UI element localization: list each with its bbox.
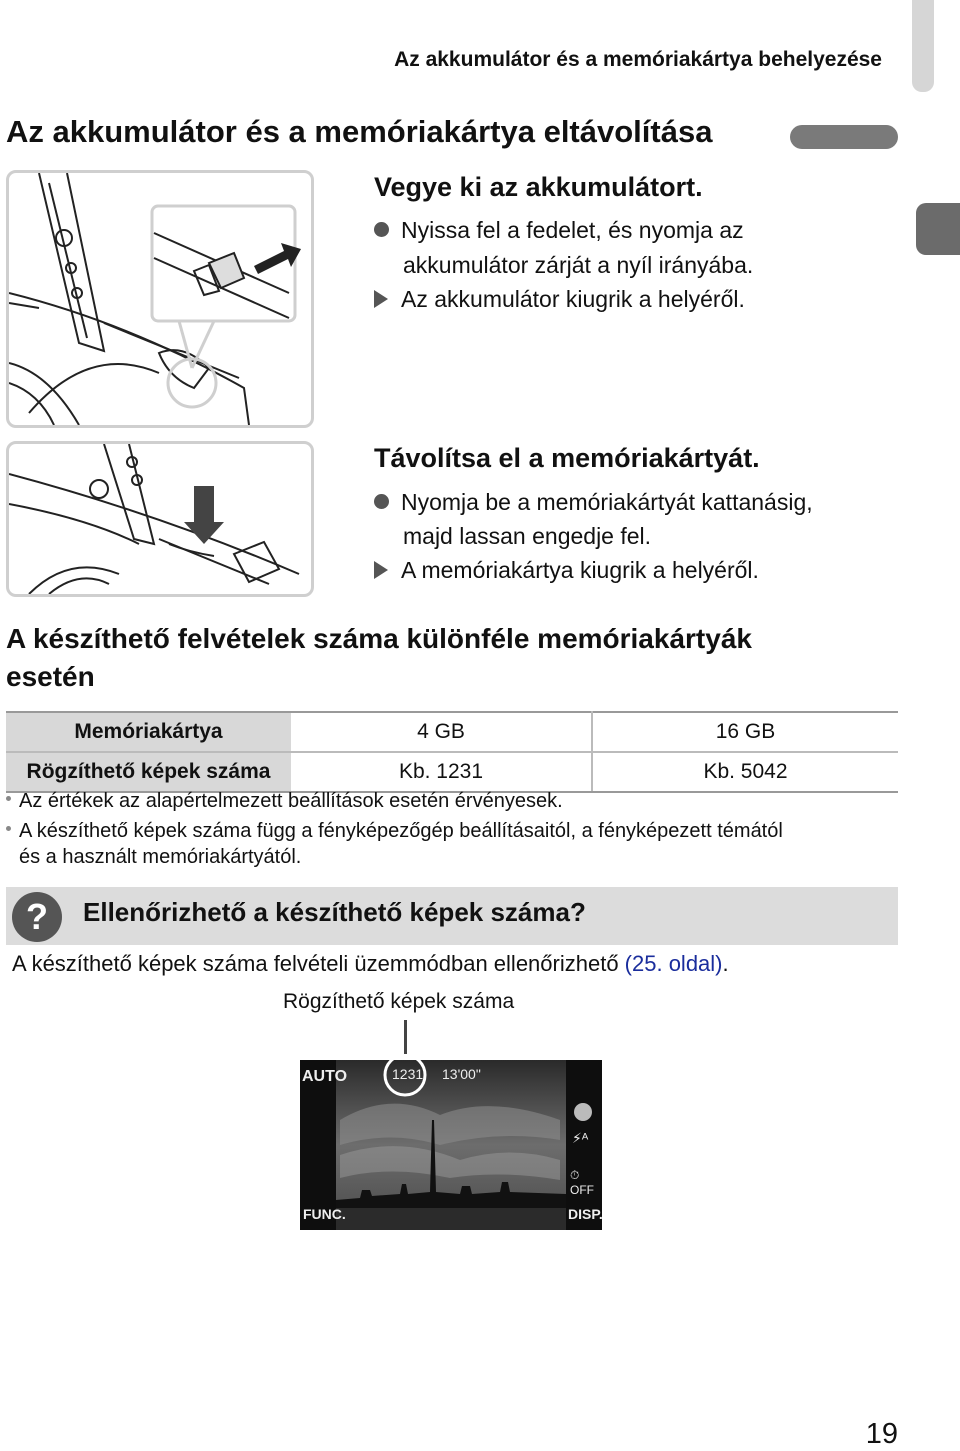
callout-line [404, 1020, 407, 1054]
step-1-bullet-line-1: Nyissa fel a fedelet, és nyomja az [401, 217, 744, 243]
bullet-icon [374, 222, 389, 237]
note-1-text: Az értékek az alapértelmezett beállítások esetén érvényesek. [19, 790, 563, 812]
func-label: FUNC. [303, 1206, 346, 1222]
step-2-bullet [374, 489, 813, 516]
self-timer-icon: ⏱OFF [570, 1168, 594, 1197]
note-2 [6, 818, 906, 870]
running-header: Az akkumulátor és a memóriakártya behelyezése [394, 48, 882, 71]
bullet-icon [374, 494, 389, 509]
step-1-result [374, 286, 745, 313]
step-1-bullet-line-2: akkumulátor zárját a nyíl irányába. [403, 252, 754, 278]
step-2-result [374, 557, 759, 584]
flash-icon: ⚡ᴬ [572, 1130, 589, 1146]
table-col-16gb: 16 GB [592, 712, 898, 752]
page-edge-tab [912, 0, 934, 92]
table-value-4gb: Kb. 1231 [291, 752, 592, 792]
question-body [12, 951, 729, 977]
page-number: 19 [865, 1418, 898, 1450]
result-arrow-icon [374, 561, 388, 579]
shots-remaining: 1231 [392, 1066, 424, 1082]
question-icon: ? [12, 892, 62, 942]
step-2-bullet-line-1: Nyomja be a memóriakártyát kattanásig, [401, 489, 813, 515]
callout-label: Rögzíthető képek száma [283, 990, 515, 1013]
table-header-row [6, 712, 898, 752]
capacity-title-line-2: esetén [6, 661, 95, 692]
page-reference-link[interactable]: (25. oldal) [624, 951, 723, 976]
question-body-text: A készíthető képek száma felvételi üzemmódban ellenőrizhető [12, 951, 625, 976]
chapter-tab[interactable] [916, 203, 960, 255]
capacity-table [6, 711, 898, 793]
capacity-title [6, 620, 906, 696]
step-1-title: Vegye ki az akkumulátort. [374, 172, 703, 202]
table-row [6, 752, 898, 792]
note-dot-icon [6, 796, 11, 801]
disp-label: DISP. [568, 1206, 603, 1222]
table-value-16gb: Kb. 5042 [592, 752, 898, 792]
note-2-line-2: és a használt memóriakártyától. [19, 846, 302, 868]
note-2-line-1: A készíthető képek száma függ a fényképezőgép beállításaitól, a fényképezett témától [19, 820, 783, 842]
step-2-title: Távolítsa el a memóriakártyát. [374, 443, 760, 473]
question-title: Ellenőrizhető a készíthető képek száma? [83, 897, 586, 927]
table-col-4gb: 4 GB [291, 712, 592, 752]
battery-removal-illustration [6, 170, 314, 428]
recording-time: 13'00" [442, 1066, 481, 1082]
camera-lcd-screen [300, 1060, 602, 1230]
table-header-label: Memóriakártya [6, 712, 291, 752]
question-body-end: . [722, 951, 729, 976]
table-row-label: Rögzíthető képek száma [6, 752, 291, 792]
mode-auto-label: AUTO [302, 1068, 348, 1085]
step-2-bullet-line-2: majd lassan engedje fel. [403, 523, 652, 549]
card-removal-illustration [6, 441, 314, 597]
note-1 [6, 788, 906, 814]
result-arrow-icon [374, 290, 388, 308]
section-title: Az akkumulátor és a memóriakártya eltávolítása [6, 114, 713, 149]
step-1-result-text: Az akkumulátor kiugrik a helyéről. [401, 286, 745, 312]
step-2-result-text: A memóriakártya kiugrik a helyéről. [401, 557, 759, 583]
section-title-bar [790, 125, 898, 149]
step-1-bullet [374, 217, 744, 244]
note-dot-icon [6, 826, 11, 831]
capacity-title-line-1: A készíthető felvételek száma különféle memóriakártyák [6, 623, 752, 654]
